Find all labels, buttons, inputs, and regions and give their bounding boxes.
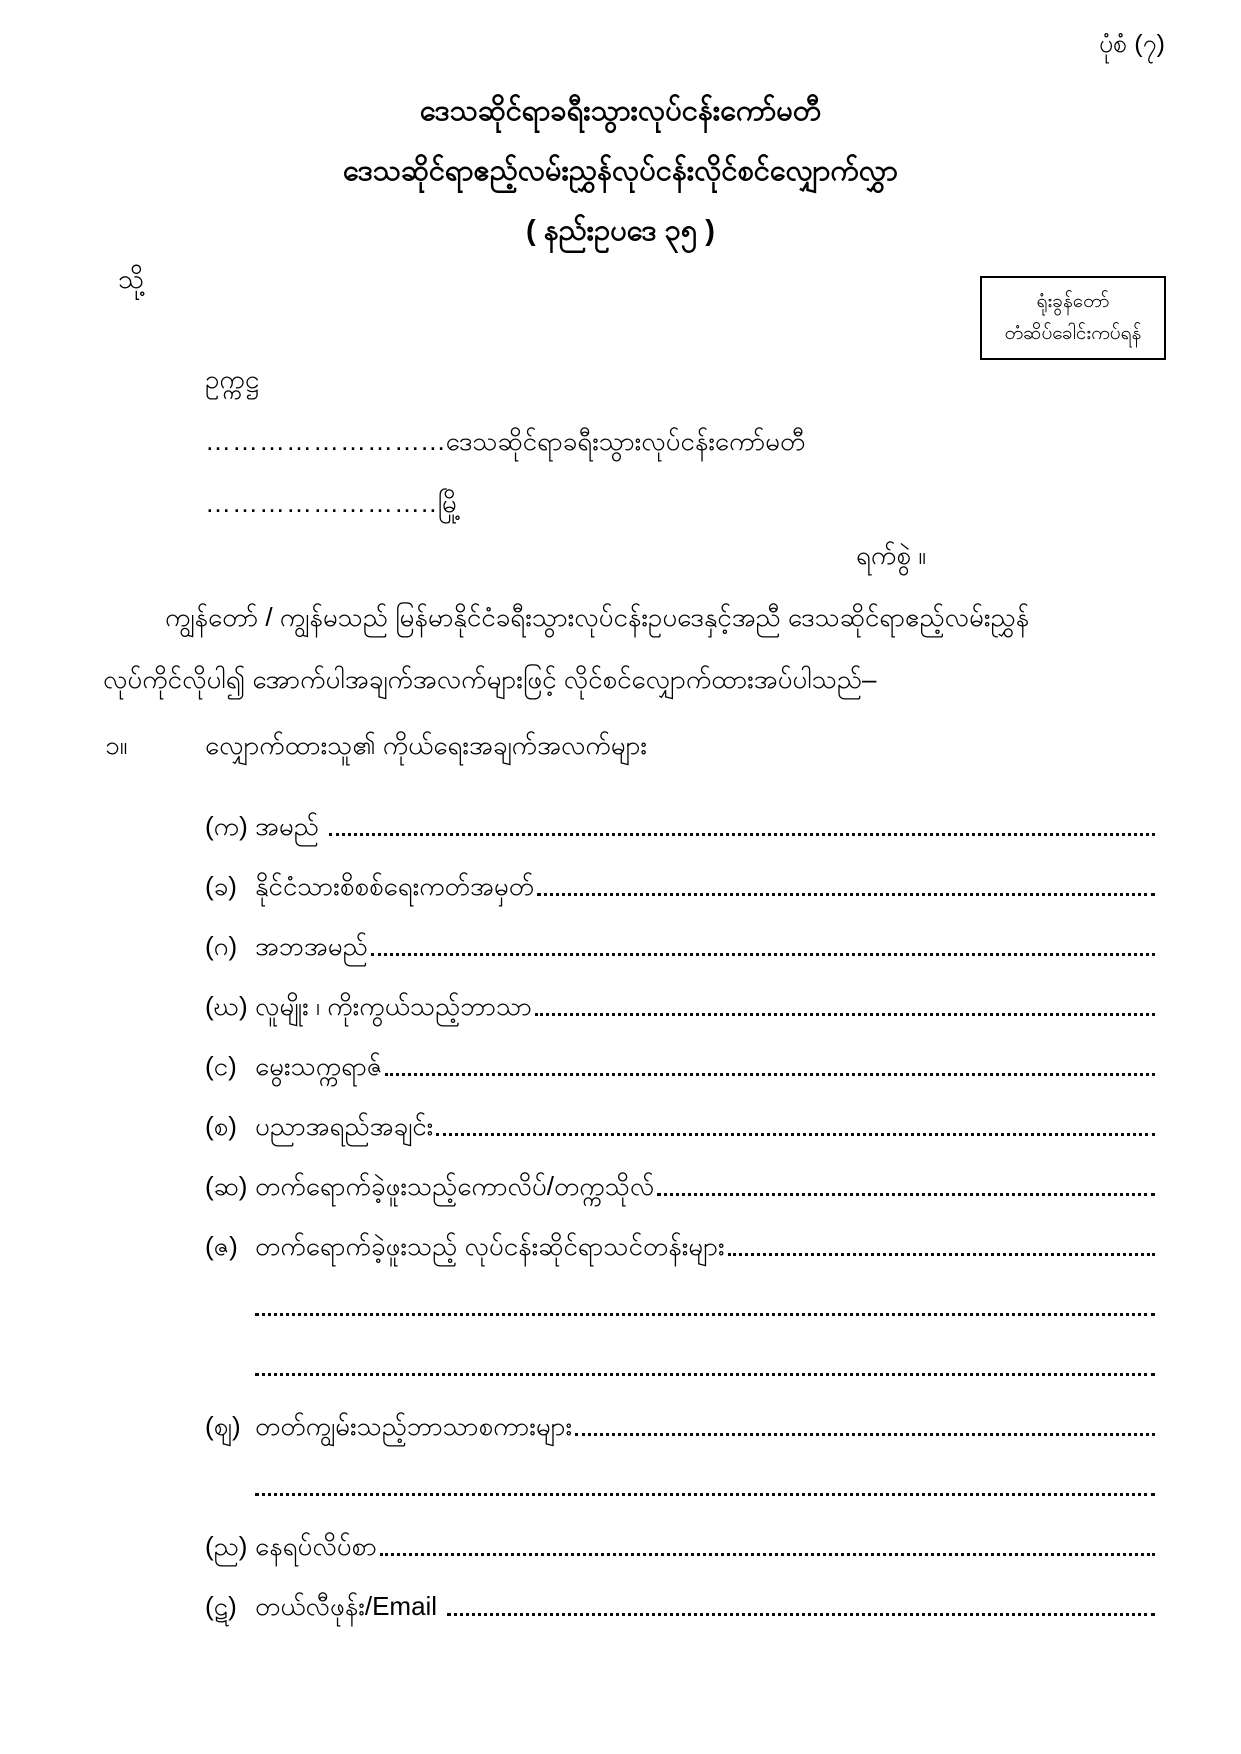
addressee-committee-line (205, 424, 805, 463)
dotted-fill-line (255, 1373, 1155, 1376)
stamp-box-line2: တံဆိပ်ခေါင်းကပ်ရန် (1004, 323, 1142, 344)
item-text: တတ်ကျွမ်းသည့်ဘာသာစကားများ (255, 1411, 573, 1441)
list-item-birth-date (205, 1028, 1155, 1088)
continuation-line (205, 1268, 1155, 1328)
list-item-education (205, 1088, 1155, 1148)
dotted-fill-line (385, 1073, 1155, 1076)
continuation-line (205, 1448, 1155, 1508)
dotted-fill-line (728, 1253, 1155, 1256)
committee-name-label: ဒေသဆိုင်ရာခရီးသွားလုပ်ငန်းကော်မတီ (445, 426, 806, 456)
item-label: (စ) (205, 1111, 237, 1141)
form-title-license-application: ဒေသဆိုင်ရာဧည့်လမ်းညွှန်လုပ်ငန်းလိုင်စင်လျှောက်လွှာ (343, 155, 898, 187)
dotted-fill-line (657, 1193, 1155, 1196)
item-text: အဘအမည် (255, 931, 368, 961)
committee-name-blank: ……………………... (205, 426, 446, 456)
item-label: (ဋ) (205, 1591, 237, 1621)
town-name-blank: …………………….. (205, 488, 438, 518)
list-item-address (205, 1508, 1155, 1568)
list-item-name (205, 788, 1155, 848)
stamp-box-line1: ရုံးခွန်တော် (1036, 290, 1110, 312)
item-text: နိုင်ငံသားစိစစ်ရေးကတ်အမှတ် (255, 871, 535, 901)
list-item-college-university (205, 1148, 1155, 1208)
personal-details-list (205, 788, 1155, 1628)
item-text: လူမျိုး ၊ ကိုးကွယ်သည့်ဘာသာ (255, 991, 532, 1021)
item-text: ပညာအရည်အချင်း (255, 1111, 434, 1141)
item-text: အမည် (255, 811, 327, 841)
addressee-town-line (205, 486, 461, 525)
item-text: နေရပ်လိပ်စာ (255, 1531, 377, 1561)
dotted-fill-line (535, 1013, 1155, 1016)
form-title-committee: ဒေသဆိုင်ရာခရီးသွားလုပ်ငန်းကော်မတီ (419, 95, 822, 127)
item-label: (င) (205, 1051, 237, 1081)
dotted-fill-line (255, 1493, 1155, 1496)
dotted-fill-line (255, 1313, 1155, 1316)
list-item-ethnicity-religion (205, 968, 1155, 1028)
town-suffix-label: မြို့ (437, 488, 461, 518)
item-label: (ဆ) (205, 1171, 248, 1201)
item-text: မွေးသက္ကရာဇ် (255, 1051, 383, 1081)
item-label: (ဃ) (205, 991, 248, 1021)
item-label: (ဂ) (205, 931, 238, 961)
addressee-chairman: ဥက္ကဋ္ဌ (205, 364, 259, 394)
list-item-father-name (205, 908, 1155, 968)
section1-heading: လျှောက်ထားသူ၏ ကိုယ်ရေးအချက်အလက်များ (205, 730, 648, 760)
list-item-nrc-number (205, 848, 1155, 908)
item-label: (ဇ) (205, 1231, 238, 1261)
item-text: တက်ရောက်ခဲ့ဖူးသည့်ကောလိပ်/တက္ကသိုလ် (255, 1171, 655, 1201)
court-fee-stamp-box (980, 276, 1166, 360)
dotted-fill-line (436, 1133, 1155, 1136)
list-item-phone-email (205, 1568, 1155, 1628)
salutation-to: သို့ (118, 264, 145, 294)
body-paragraph-line1: ကျွန်တော် / ကျွန်မသည် မြန်မာနိုင်ငံခရီးသွားလုပ်ငန်းဥပဒေနှင့်အညီ ဒေသဆိုင်ရာဧည့်လမ်းညွှန် (165, 602, 1030, 632)
item-label: (ခ) (205, 871, 237, 901)
body-paragraph-line2: လုပ်ကိုင်လိုပါ၍ အောက်ပါအချက်အလက်များဖြင့် လိုင်စင်လျှောက်ထားအပ်ပါသည်– (103, 664, 877, 694)
dotted-fill-line (575, 1433, 1155, 1436)
item-text: တက်ရောက်ခဲ့ဖူးသည့် လုပ်ငန်းဆိုင်ရာသင်တန်းများ (255, 1231, 725, 1261)
list-item-languages (205, 1388, 1155, 1448)
form-number: ပုံစံ (၇) (1099, 30, 1165, 58)
dotted-fill-line (380, 1553, 1155, 1556)
item-label: (ဈ) (205, 1411, 241, 1441)
item-text: တယ်လီဖုန်း/Email (255, 1591, 445, 1621)
continuation-line (205, 1328, 1155, 1388)
item-label: (က) (205, 811, 248, 841)
list-item-vocational-trainings (205, 1208, 1155, 1268)
item-label: (ည) (205, 1531, 248, 1561)
dotted-fill-line (371, 953, 1155, 956)
dotted-fill-line (537, 893, 1155, 896)
dotted-fill-line (329, 833, 1155, 836)
section1-number: ၁။ (105, 730, 128, 760)
date-label: ရက်စွဲ ။ (856, 540, 927, 570)
form-title-rule-reference: ( နည်းဥပဒေ ၃၅ ) (526, 215, 715, 247)
dotted-fill-line (447, 1613, 1155, 1616)
